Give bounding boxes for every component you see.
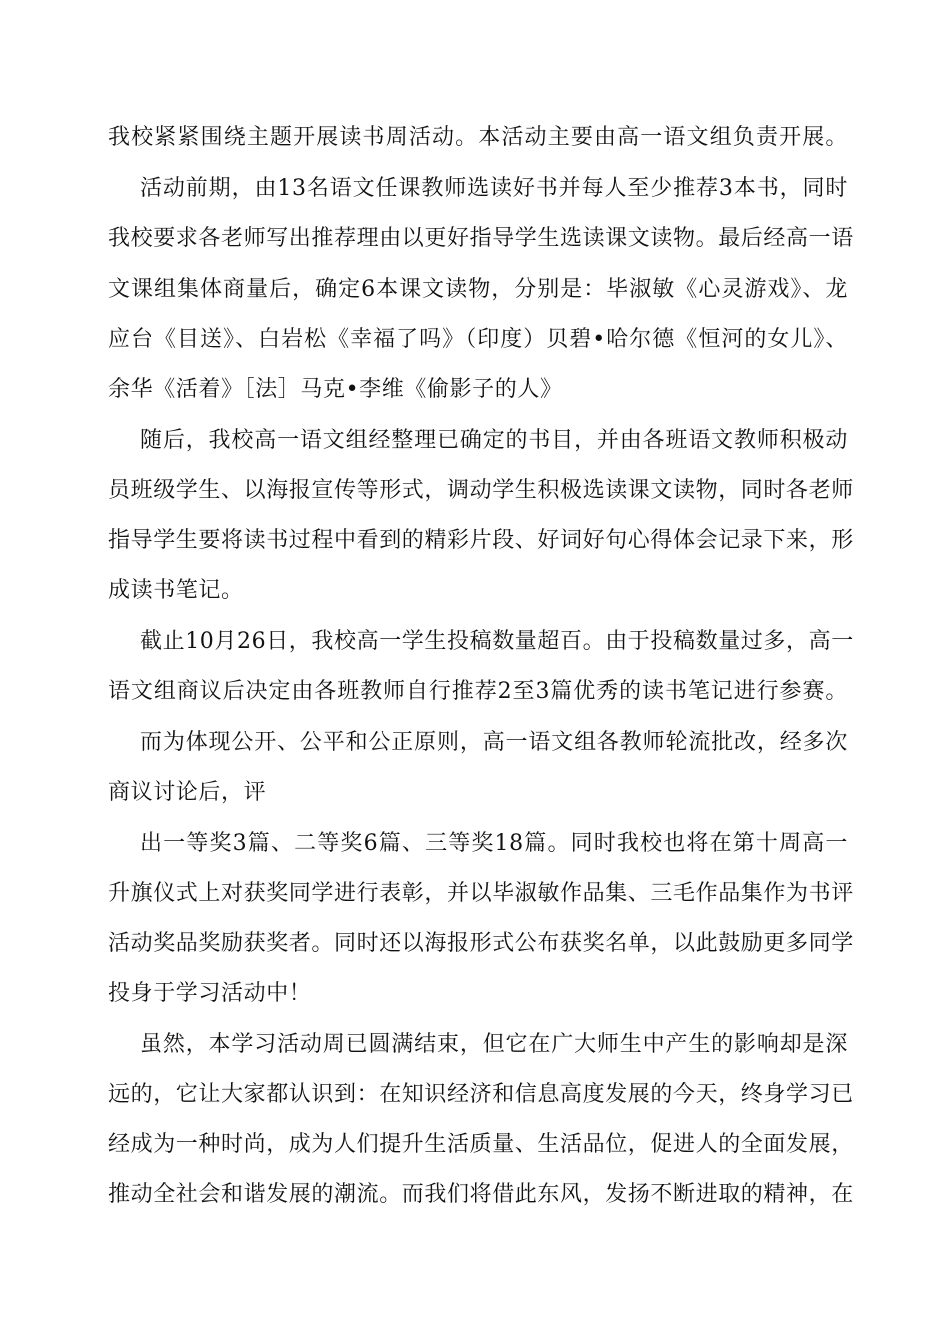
text-line: 我校紧紧围绕主题开展读书周活动。本活动主要由高一语文组负责开展。: [108, 125, 848, 150]
text-line: 推动全社会和谐发展的潮流。而我们将借此东风，发扬不断进取的精神，在: [108, 1182, 854, 1207]
text-line: 指导学生要将读书过程中看到的精彩片段、好词好句心得体会记录下来，形: [108, 528, 854, 553]
text-line: 应台《目送》、白岩松《幸福了吗》（印度）贝碧•哈尔德《恒河的女儿》、: [108, 327, 848, 352]
text-line: 截止10月26日，我校高一学生投稿数量超百。由于投稿数量过多，高一: [140, 629, 854, 654]
text-line: 语文组商议后决定由各班教师自行推荐2至3篇优秀的读书笔记进行参赛。: [108, 679, 848, 704]
text-line: 员班级学生、以海报宣传等形式，调动学生积极选读课文读物，同时各老师: [108, 478, 854, 503]
text-line: 而为体现公开、公平和公正原则，高一语文组各教师轮流批改，经多次: [140, 730, 848, 755]
text-line: 虽然，本学习活动周已圆满结束，但它在广大师生中产生的影响却是深: [140, 1032, 848, 1057]
text-line: 投身于学习活动中！: [108, 981, 312, 1006]
text-line: 随后，我校高一语文组经整理已确定的书目，并由各班语文教师积极动: [140, 428, 848, 453]
text-line: 出一等奖3篇、二等奖6篇、三等奖18篇。同时我校也将在第十周高一: [140, 831, 848, 856]
text-line: 活动前期，由13名语文任课教师选读好书并每人至少推荐3本书，同时: [140, 176, 848, 201]
text-line: 升旗仪式上对获奖同学进行表彰，并以毕淑敏作品集、三毛作品集作为书评: [108, 881, 854, 906]
text-line: 文课组集体商量后，确定6本课文读物，分别是：毕淑敏《心灵游戏》、龙: [108, 277, 848, 302]
text-line: 远的，它让大家都认识到：在知识经济和信息高度发展的今天，终身学习已: [108, 1082, 854, 1107]
text-line: 商议讨论后，评: [108, 780, 267, 805]
text-line: 经成为一种时尚，成为人们提升生活质量、生活品位，促进人的全面发展，: [108, 1132, 854, 1157]
text-line: 我校要求各老师写出推荐理由以更好指导学生选读课文读物。最后经高一语: [108, 226, 854, 251]
text-line: 活动奖品奖励获奖者。同时还以海报形式公布获奖名单，以此鼓励更多同学: [108, 931, 854, 956]
text-line: 余华《活着》［法］马克•李维《偷影子的人》: [108, 377, 563, 402]
text-line: 成读书笔记。: [108, 578, 244, 603]
